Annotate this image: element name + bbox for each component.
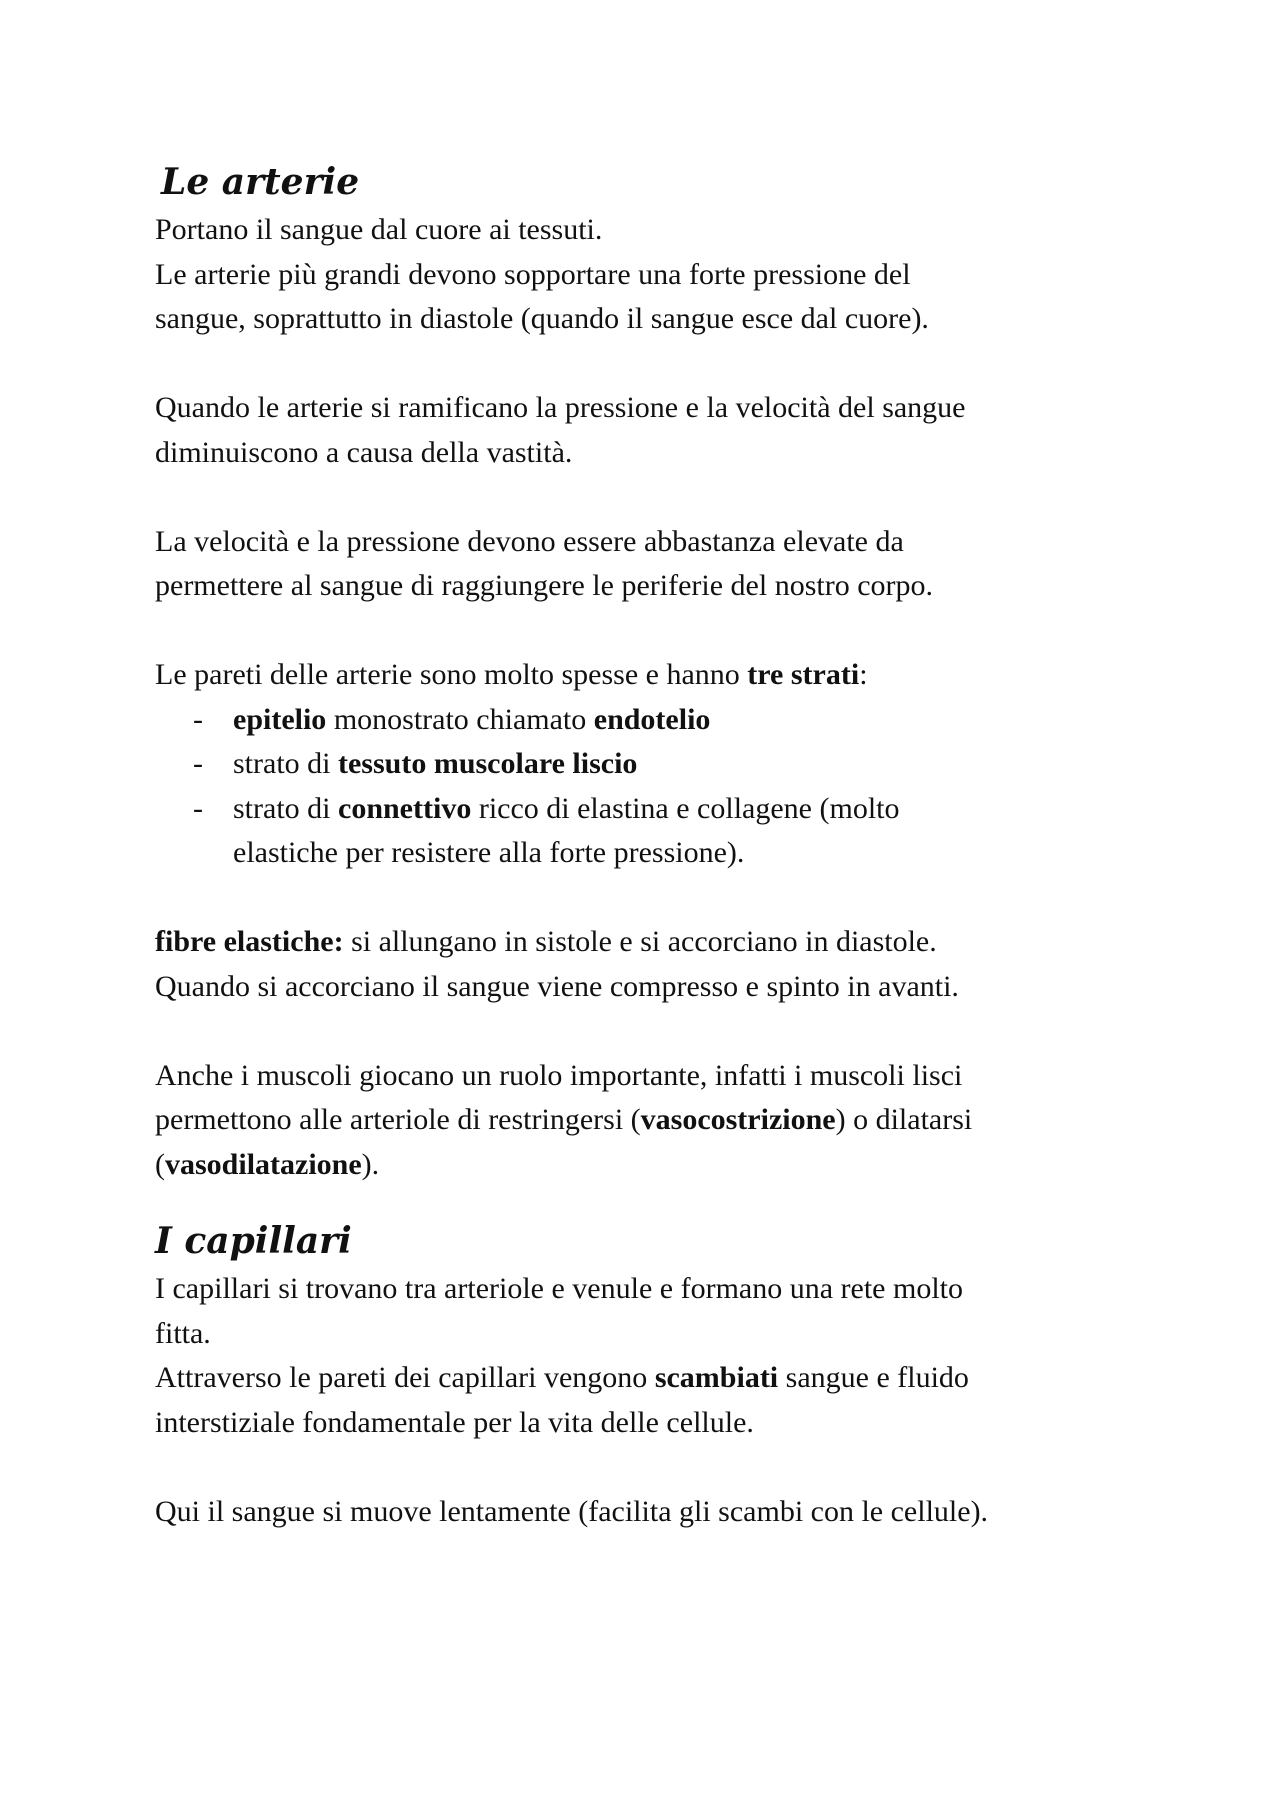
text-fragment: strato di [233, 747, 338, 780]
bold-term: epitelio [233, 702, 327, 736]
text-line: Portano il sangue dal cuore ai tessuti. [155, 213, 603, 246]
text-fragment: permettono alle arteriole di restringersi ( [155, 1103, 641, 1136]
text-line: Anche i muscoli giocano un ruolo importante, infatti i muscoli lisci [155, 1058, 963, 1092]
text-line: elastiche per resistere alla forte pressione). [233, 836, 745, 869]
text-line: Quando si accorciano il sangue viene compresso e spinto in avanti. [155, 969, 959, 1003]
section-title-arterie: Le arterie [161, 161, 360, 203]
list-item [155, 742, 1145, 787]
paragraph-muscoli [155, 1054, 1145, 1188]
bold-term: scambiati [654, 1361, 779, 1394]
paragraph-capillari-intro [155, 1267, 1145, 1445]
list-dash: - [193, 791, 203, 825]
text-fragment: ( [155, 1147, 165, 1181]
paragraph-arterie-intro [155, 208, 1145, 342]
text-line: permettere al sangue di raggiungere le periferie del nostro corpo. [155, 569, 933, 602]
text-line: I capillari si trovano tra arteriole e venule e formano una rete molto [155, 1272, 963, 1305]
paragraph-ramificazione [155, 386, 1145, 475]
bold-term: fibre elastiche: [155, 925, 344, 958]
text-fragment: monostrato chiamato [326, 702, 594, 736]
list-dash: - [193, 747, 203, 780]
text-fragment: ricco di elastina e collagene (molto [471, 791, 900, 825]
text-fragment: si allungano in sistole e si accorciano in diastole. [343, 925, 937, 958]
text-line: diminuiscono a causa della vastità. [155, 435, 573, 469]
paragraph-pareti [155, 653, 1145, 698]
list-item [155, 787, 1145, 876]
text-fragment: : [859, 658, 868, 691]
text-fragment: Attraverso le pareti dei capillari vengono [155, 1361, 655, 1394]
text-line: interstiziale fondamentale per la vita delle cellule. [155, 1405, 754, 1439]
text-fragment: Le pareti delle arterie sono molto spesse e hanno [155, 658, 748, 691]
bold-term: connettivo [338, 791, 472, 825]
bold-term: vasocostrizione [640, 1103, 836, 1136]
text-line: Le arterie più grandi devono sopportare una forte pressione del [155, 257, 911, 291]
bold-term: tre strati [747, 658, 860, 691]
bold-term: tessuto muscolare liscio [338, 747, 638, 780]
paragraph-fibre [155, 920, 1145, 1009]
text-line: La velocità e la pressione devono essere abbastanza elevate da [155, 524, 904, 558]
text-fragment: sangue e fluido [778, 1361, 969, 1394]
text-fragment: strato di [233, 791, 338, 825]
bold-term: endotelio [593, 702, 711, 736]
document-page [155, 158, 1145, 1534]
text-line: fitta. [155, 1316, 211, 1350]
paragraph-capillari-lentezza: Qui il sangue si muove lentamente (facilita gli scambi con le cellule). [155, 1494, 989, 1528]
section-title-capillari: I capillari [155, 1220, 352, 1262]
list-dash: - [193, 702, 203, 736]
bold-term: vasodilatazione [165, 1147, 362, 1181]
text-fragment: ). [361, 1147, 380, 1181]
layers-list [155, 698, 1145, 876]
list-item [155, 698, 1145, 743]
text-fragment: ) o dilatarsi [835, 1103, 973, 1136]
paragraph-velocita [155, 520, 1145, 609]
text-line: sangue, soprattutto in diastole (quando il sangue esce dal cuore). [155, 302, 929, 335]
text-line: Quando le arterie si ramificano la pressione e la velocità del sangue [155, 391, 966, 424]
